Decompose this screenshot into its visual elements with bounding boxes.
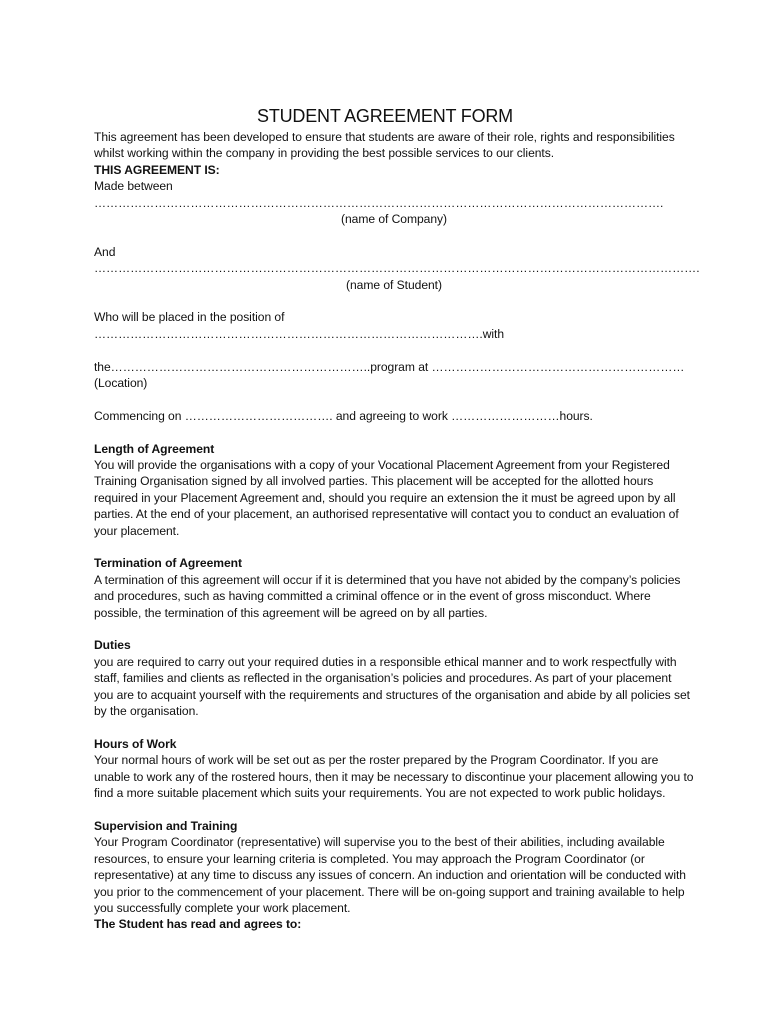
student-line: And …………………………………………………………………………………………………………………………………….	[94, 244, 700, 276]
position-line: Who will be placed in the position of …………………………………………………………………………………….with	[94, 310, 505, 341]
section-hours	[94, 736, 694, 802]
company-hint: (name of Company)	[340, 212, 448, 227]
section-body: A termination of this agreement will occur if it is determined that you have not abided by the company’s policies and procedures, such as having committed a criminal offence or in the event of gross misconduct. Where possible, the termination of this agreement will be agreed on by all parties.	[94, 572, 681, 620]
spacer	[94, 227, 694, 243]
section-length	[94, 441, 694, 539]
section-heading: Supervision and Training	[94, 818, 238, 833]
section-heading: Duties	[94, 638, 131, 653]
closing-statement: The Student has read and agrees to:	[94, 917, 302, 932]
spacer	[94, 342, 694, 358]
agreement-label: THIS AGREEMENT IS:	[94, 162, 220, 177]
program-line: the………………………………………………………..program at ………………………………………………………(Location)	[94, 359, 685, 391]
form-title: STUDENT AGREEMENT FORM	[257, 106, 513, 126]
section-termination	[94, 555, 694, 621]
section-heading: Hours of Work	[94, 736, 177, 751]
section-supervision	[94, 818, 694, 916]
commencing-line: Commencing on ………………………………. and agreeing to work ………………………hours.	[94, 408, 593, 423]
section-body: You will provide the organisations with a copy of your Vocational Placement Agreement from your Registered Training Organisation signed by all involved parties. This placement will be accepted for the allotted hours required in your Placement Agreement and, should you require an extension the it must be agreed upon by all parties. At the end of your placement, an authorised representative will contact you to conduct an evaluation of your placement.	[94, 458, 679, 538]
made-between-line: Made between …………………………………………………………………………………………………………………………….	[94, 179, 664, 210]
section-heading: Termination of Agreement	[94, 556, 242, 571]
section-body: you are required to carry out your required duties in a responsible ethical manner and to work respectfully with staff, families and clients as reflected in the organisation’s policies and procedures. As part of your placement you are to acquaint yourself with the requirements and structures of the organisation and abide by all policies set by the organisation.	[94, 654, 690, 719]
form-body	[94, 129, 700, 933]
spacer	[94, 293, 694, 309]
section-heading: Length of Agreement	[94, 441, 215, 456]
section-body: Your Program Coordinator (representative) will supervise you to the best of their abilities, including available resources, to ensure your learning criteria is completed. You may approach the Program Coordinator (or representative) at any time to discuss any issues of concern. An induction and orientation will be conducted with you prior to the commencement of your placement. There will be on-going support and training available to help you successfully complete your work placement.	[94, 835, 686, 915]
intro-paragraph: This agreement has been developed to ensure that students are aware of their role, rights and responsibilities whilst working within the company in providing the best possible services to our clients.	[94, 130, 675, 161]
section-duties	[94, 637, 694, 719]
section-body: Your normal hours of work will be set out as per the roster prepared by the Program Coordinator. If you are unable to work any of the rostered hours, then it may be necessary to discontinue your placement allowing you to find a more suitable placement which suits your requirements. You are not expected to work public holidays.	[94, 753, 694, 801]
spacer	[94, 391, 694, 407]
student-hint: (name of Student)	[346, 277, 442, 292]
